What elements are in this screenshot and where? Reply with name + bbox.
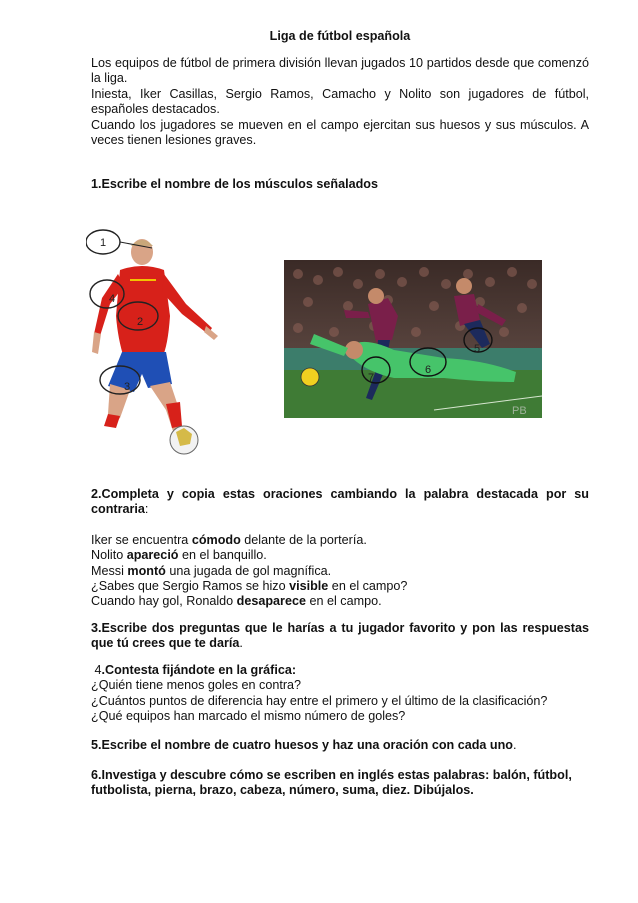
sentence-4-pre: ¿Sabes que Sergio Ramos se hizo (91, 579, 290, 594)
attacker-1-head (368, 288, 384, 304)
sentence-5-pre: Cuando hay gol, Ronaldo (91, 594, 237, 609)
question-5 (91, 738, 589, 753)
question-5-text: 5.Escribe el nombre de cuatro huesos y haz una oración con cada uno (91, 738, 514, 752)
match-photo (284, 260, 542, 418)
question-4-number: 4 (94, 663, 102, 677)
sentence-3-highlight: montó (127, 563, 166, 578)
question-5-heading (91, 738, 589, 753)
question-4-heading (91, 663, 589, 678)
question-4-text: .Contesta fijándote en la gráfica: (101, 663, 297, 677)
intro-paragraph-2: Iniesta, Iker Casillas, Sergio Ramos, Camacho y Nolito son jugadores de fútbol, españoles destacados. (91, 86, 589, 117)
question-2-heading-text: 2.Completa y copia estas oraciones cambiando la palabra destacada por su contraria (91, 487, 589, 517)
question-3-text: 3.Escribe dos preguntas que le harías a tu jugador favorito y pon las respuestas que tú crees que te daría (91, 621, 589, 651)
question-4-line-1: ¿Quién tiene menos goles en contra? (91, 678, 302, 693)
question-4-line-3: ¿Qué equipos han marcado el mismo número de goles? (91, 709, 406, 724)
intro-paragraph-1: Los equipos de fútbol de primera división llevan jugados 10 partidos desde que comenzó la liga. (91, 56, 589, 86)
intro-text (91, 56, 589, 148)
sentence-2-highlight: apareció (126, 548, 179, 563)
goalkeeper-head (345, 341, 363, 359)
question-1 (91, 177, 589, 192)
page-title: Liga de fútbol española (269, 29, 411, 43)
match-ball (301, 368, 319, 386)
label-7: 7 (368, 372, 375, 384)
sentence-1 (91, 533, 589, 548)
question-2 (91, 487, 589, 610)
sentence-5 (91, 594, 589, 609)
attacker-2-head (456, 278, 472, 294)
label-2: 2 (137, 316, 144, 328)
question-3-heading (91, 621, 589, 652)
question-4-line-2: ¿Cuántos puntos de diferencia hay entre el primero y el último de la clasificación? (91, 693, 548, 708)
question-5-end: . (513, 738, 517, 752)
intro-paragraph-3: Cuando los jugadores se mueven en el campo ejercitan sus huesos y sus músculos. A veces tienen lesiones graves. (91, 117, 589, 148)
sentence-3-post: una jugada de gol magnífica. (165, 563, 332, 578)
sentence-list (91, 533, 589, 610)
player-figure (86, 228, 226, 460)
question-6-heading: 6.Investiga y descubre cómo se escriben en inglés estas palabras: balón, fútbol, futbolista, pierna, brazo, cabeza, número, suma, diez. Dibújalos. (91, 768, 572, 798)
right-arm (162, 274, 212, 334)
sentence-5-post: en el campo. (305, 594, 382, 609)
sentence-2 (91, 548, 589, 563)
sentence-1-post: delante de la portería. (240, 532, 367, 547)
sentence-4-post: en el campo? (328, 579, 408, 594)
label-5: 5 (474, 343, 481, 355)
left-sock (104, 414, 120, 428)
sentence-5-highlight: desaparece (236, 594, 306, 609)
left-forearm (92, 332, 101, 354)
sentence-2-pre: Nolito (91, 548, 127, 563)
question-2-colon: : (144, 502, 149, 517)
sentence-3 (91, 564, 589, 579)
sentence-4 (91, 579, 589, 594)
label-4: 4 (109, 293, 116, 305)
sentence-2-post: en el banquillo. (178, 548, 267, 563)
question-3 (91, 621, 589, 652)
question-6 (91, 768, 589, 799)
question-2-heading (91, 487, 589, 518)
sentence-1-highlight: cómodo (191, 532, 241, 547)
label-3: 3 (124, 381, 131, 393)
question-4 (91, 663, 589, 725)
label-6: 6 (425, 364, 432, 376)
question-1-heading: 1.Escribe el nombre de los músculos señalados (91, 177, 378, 191)
photo-watermark: PB (512, 405, 527, 417)
question-3-end: . (239, 636, 243, 651)
sentence-4-highlight: visible (289, 579, 329, 594)
label-1: 1 (100, 237, 107, 249)
sentence-1-pre: Iker se encuentra (91, 532, 192, 547)
sentence-3-pre: Messi (91, 563, 128, 578)
